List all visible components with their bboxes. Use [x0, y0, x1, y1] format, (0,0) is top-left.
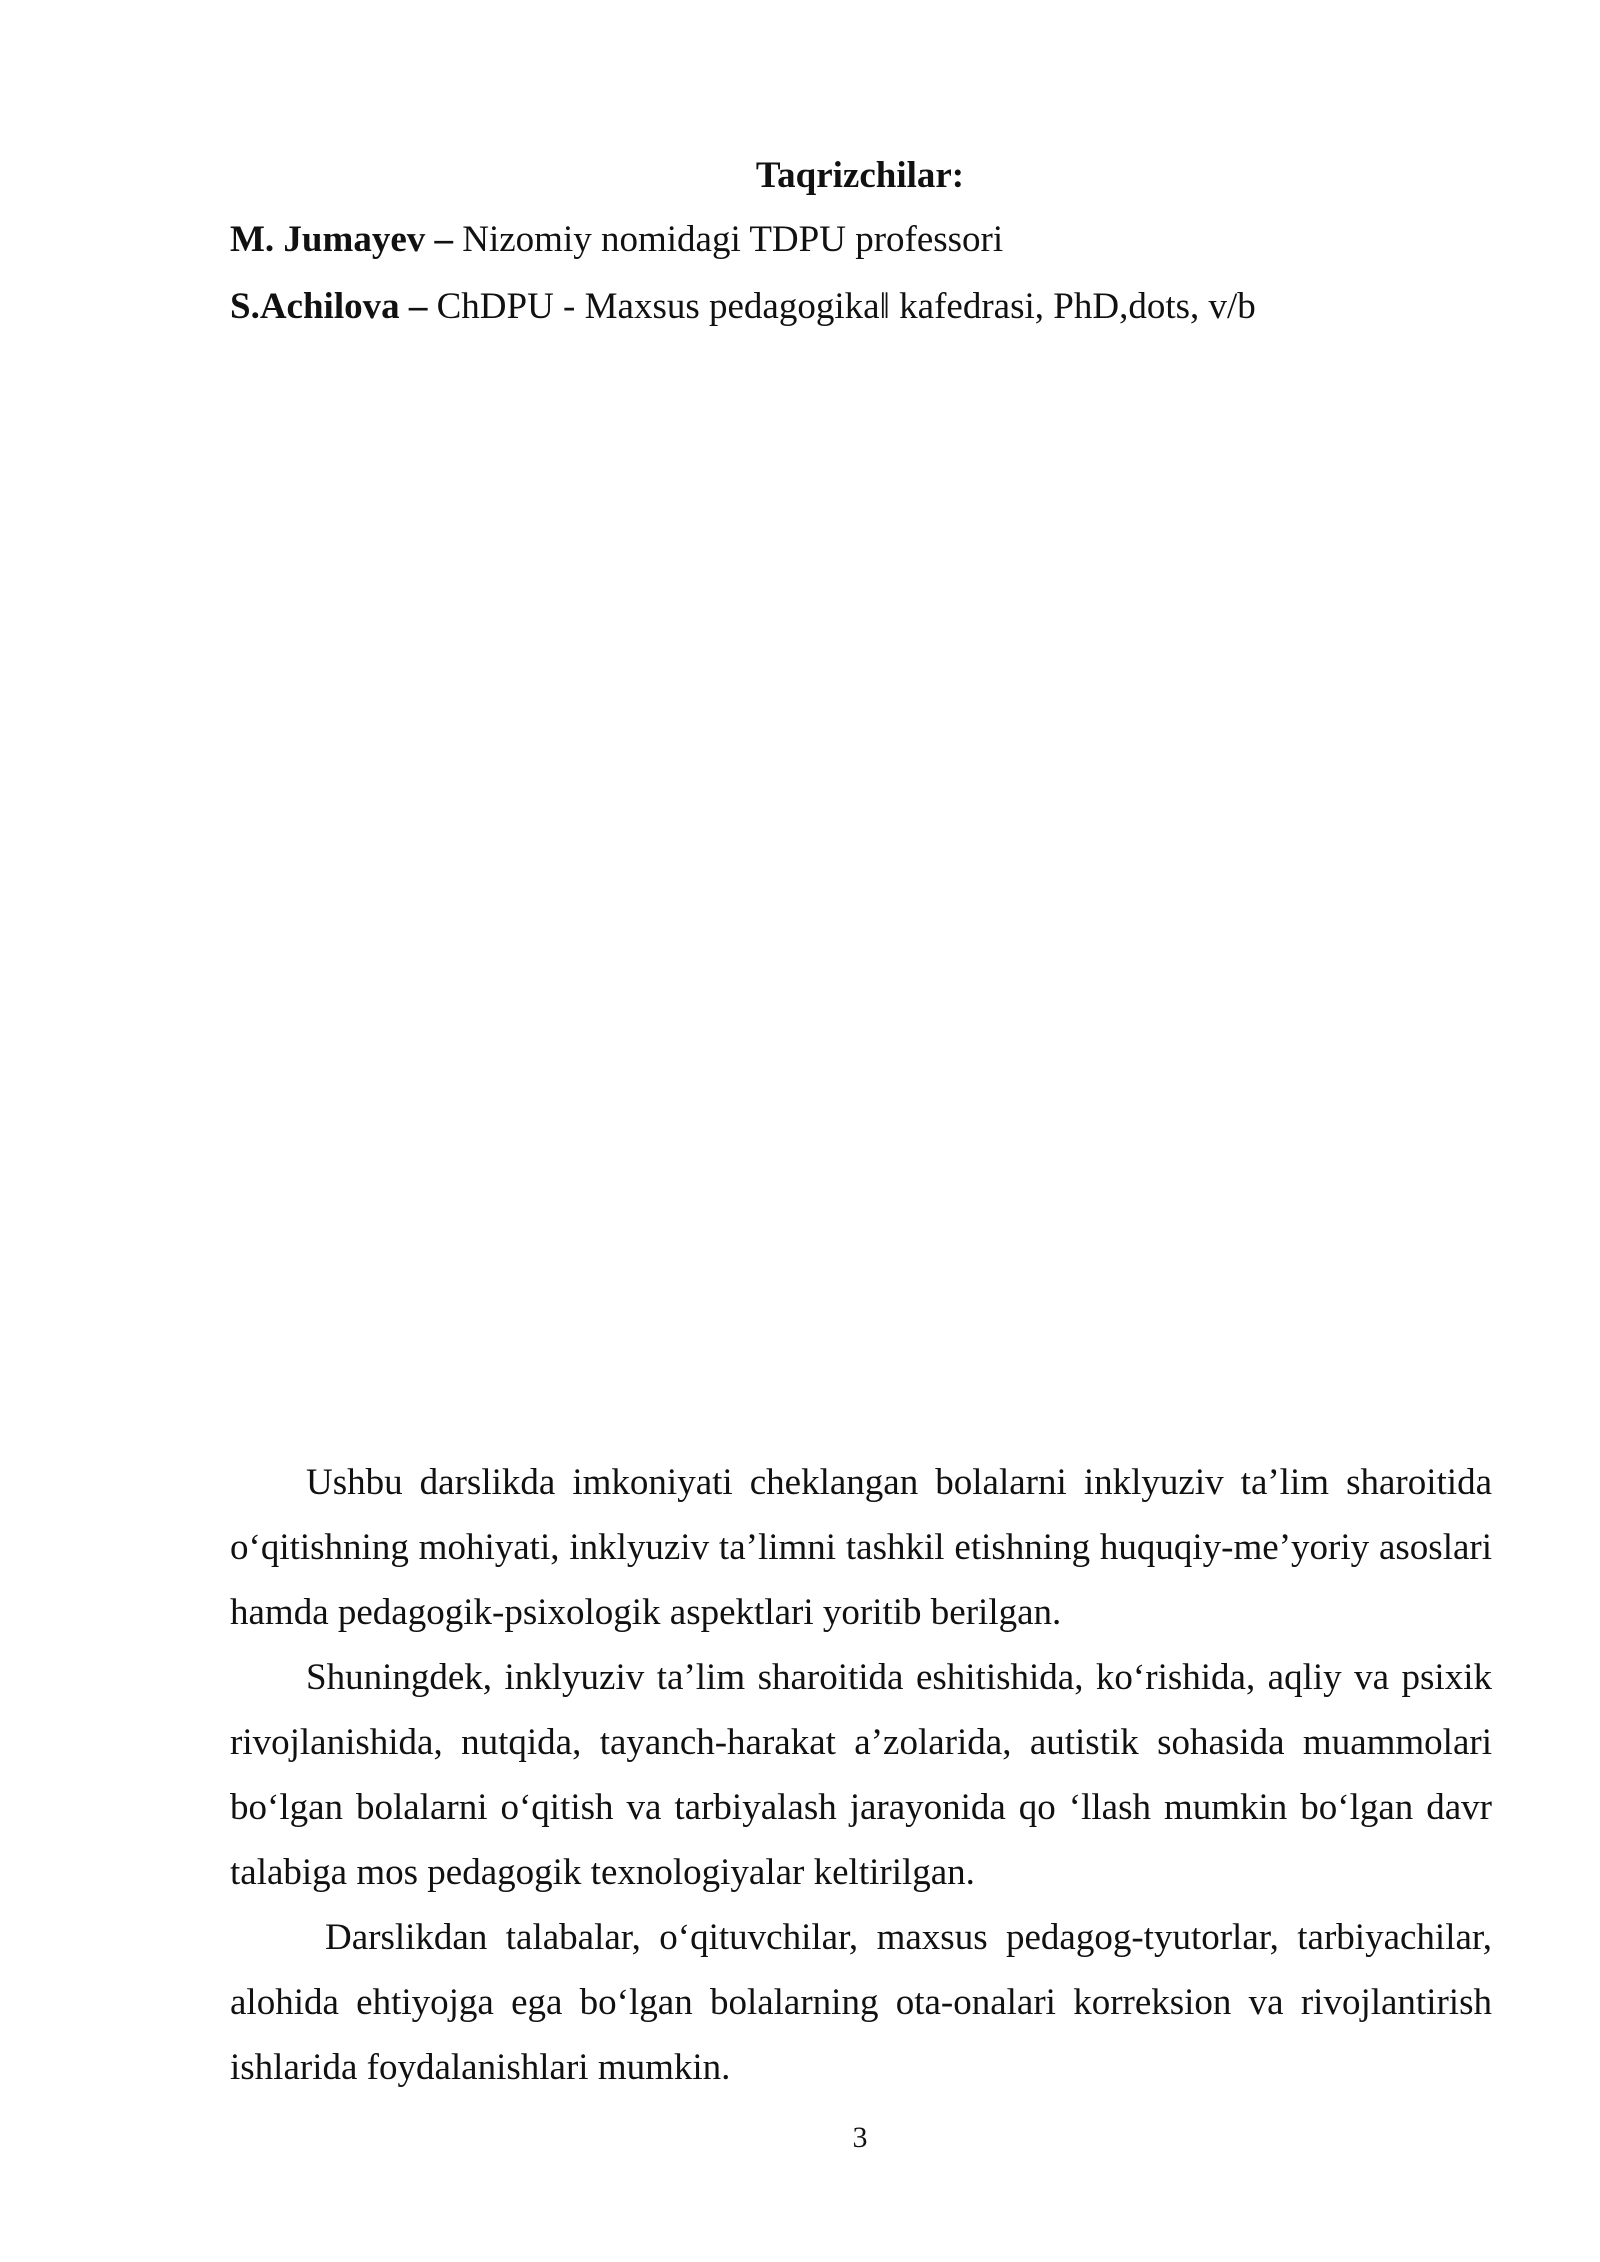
reviewer-separator: –: [425, 219, 463, 260]
abstract-paragraph: Ushbu darslikda imkoniyati cheklangan bolalarni inklyuziv ta’lim sharoitida o‘qitishning mohiyati, inklyuziv ta’limni tashkil etishning huquqiy-me’yoriy asoslari hamda pedagogik-psixologik aspektlari yoritib berilgan.: [230, 1462, 1492, 1633]
reviewer-line: [230, 283, 1256, 331]
reviewer-name: M. Jumayev: [230, 219, 426, 260]
reviewer-role: ChDPU - Maxsus pedagogika‖ kafedrasi, PhD,dots, v/b: [436, 286, 1256, 327]
abstract-paragraph: Darslikdan talabalar, o‘qituvchilar, maxsus pedagog-tyutorlar, tarbiyachilar, alohida ehtiyojga ega bo‘lgan bolalarning ota-onalari korreksion va rivojlantirish ishlarida foydalanishlari mumkin.: [230, 1917, 1492, 2088]
page-number: 3: [852, 2121, 868, 2154]
reviewer-role: Nizomiy nomidagi TDPU professori: [462, 219, 1004, 260]
abstract-text: [230, 1450, 1492, 2100]
abstract-paragraph: Shuningdek, inklyuziv ta’lim sharoitida eshitishida, ko‘rishida, aqliy va psixik rivojlanishida, nutqida, tayanch-harakat a’zolarida, autistik sohasida muammolari bo‘lgan bolalarni o‘qitish va tarbiyalash jarayonida qo ‘llash mumkin bo‘lgan davr talabiga mos pedagogik texnologiyalar keltirilgan.: [230, 1657, 1492, 1893]
reviewer-line: [230, 216, 1003, 264]
reviewer-separator: –: [399, 286, 437, 327]
reviewer-name: S.Achilova: [230, 286, 400, 327]
reviewers-heading: Taqrizchilar:: [755, 155, 965, 196]
